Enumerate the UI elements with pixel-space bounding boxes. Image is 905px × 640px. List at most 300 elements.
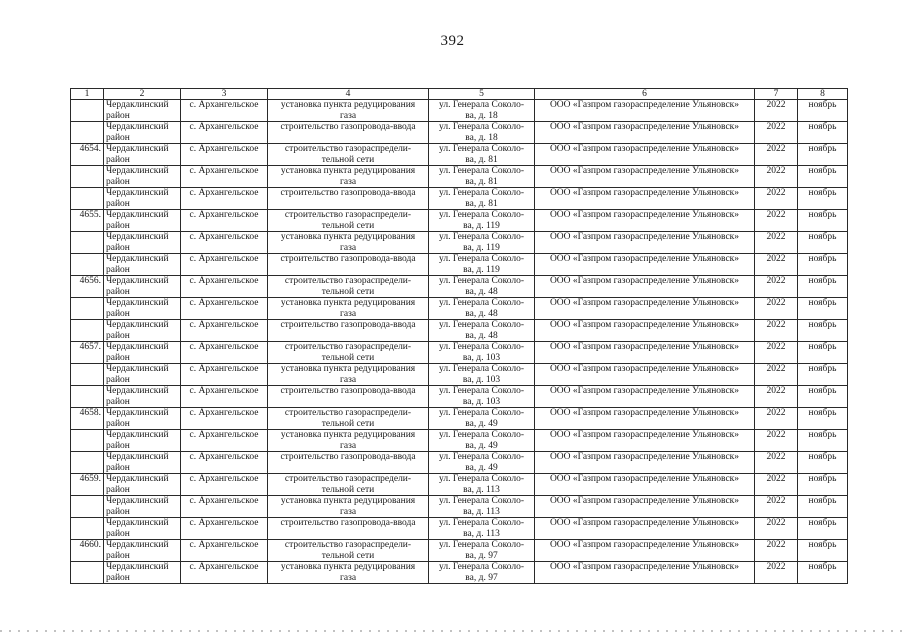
work-type-cell	[268, 562, 429, 584]
organization-cell: ООО «Газпром газораспределение Ульяновск»	[535, 276, 755, 298]
work-type-cell-line: газа	[339, 506, 357, 517]
year-cell: 2022	[755, 320, 798, 342]
organization-cell: ООО «Газпром газораспределение Ульяновск»	[535, 562, 755, 584]
address-cell	[429, 408, 535, 430]
work-type-cell-line: строительство газораспредели-	[284, 540, 412, 550]
district-cell-line: Чердаклинский	[106, 122, 169, 132]
settlement-cell: с. Архангельское	[181, 232, 268, 254]
entry-number: 4658.	[71, 408, 104, 430]
work-type-cell-line: газа	[339, 572, 357, 583]
district-cell-line: район	[106, 242, 130, 253]
address-cell-line: ва, д. 81	[465, 198, 498, 209]
address-cell	[429, 166, 535, 188]
month-cell: ноябрь	[798, 518, 848, 540]
entry-number	[71, 166, 104, 188]
settlement-cell: с. Архангельское	[181, 474, 268, 496]
district-cell-line: Чердаклинский	[106, 254, 169, 264]
settlement-cell: с. Архангельское	[181, 298, 268, 320]
district-cell	[104, 210, 181, 232]
work-type-cell-line: газа	[339, 374, 357, 385]
address-cell-line: ва, д. 49	[465, 440, 498, 451]
district-cell	[104, 562, 181, 584]
work-type-cell	[268, 386, 429, 408]
settlement-cell: с. Архангельское	[181, 100, 268, 122]
entry-number	[71, 386, 104, 408]
district-cell	[104, 342, 181, 364]
district-cell-line: район	[106, 132, 130, 143]
work-type-cell-line: тельной сети	[321, 484, 375, 495]
address-cell-line: ул. Генерала Соколо-	[439, 188, 524, 198]
table-row	[71, 408, 848, 430]
organization-cell: ООО «Газпром газораспределение Ульяновск»	[535, 474, 755, 496]
work-type-cell-line: газа	[339, 176, 357, 187]
month-cell: ноябрь	[798, 562, 848, 584]
year-cell: 2022	[755, 518, 798, 540]
table-row	[71, 474, 848, 496]
district-cell-line: район	[106, 528, 130, 539]
address-cell-line: ва, д. 18	[465, 110, 498, 121]
work-type-cell	[268, 298, 429, 320]
month-cell: ноябрь	[798, 232, 848, 254]
scan-edge-artifact	[0, 630, 905, 632]
settlement-cell: с. Архангельское	[181, 430, 268, 452]
entry-number: 4657.	[71, 342, 104, 364]
work-type-cell-line: тельной сети	[321, 418, 375, 429]
district-cell	[104, 122, 181, 144]
address-cell	[429, 144, 535, 166]
page-number: 392	[440, 33, 465, 49]
work-type-cell-line: строительство газопровода-ввода	[280, 386, 416, 396]
address-cell-line: ва, д. 119	[463, 264, 500, 275]
address-cell	[429, 298, 535, 320]
table-row	[71, 540, 848, 562]
district-cell-line: Чердаклинский	[106, 540, 169, 550]
work-type-cell	[268, 166, 429, 188]
address-cell-line: ул. Генерала Соколо-	[439, 100, 524, 110]
district-cell-line: район	[106, 176, 130, 187]
district-cell-line: Чердаклинский	[106, 452, 169, 462]
address-cell-line: ва, д. 97	[465, 572, 498, 583]
year-cell: 2022	[755, 144, 798, 166]
address-cell-line: ва, д. 119	[463, 220, 500, 231]
organization-cell: ООО «Газпром газораспределение Ульяновск»	[535, 518, 755, 540]
address-cell-line: ва, д. 119	[463, 242, 500, 253]
district-cell-line: Чердаклинский	[106, 496, 169, 506]
entry-number	[71, 364, 104, 386]
table-row	[71, 298, 848, 320]
month-cell: ноябрь	[798, 166, 848, 188]
table-row	[71, 562, 848, 584]
address-cell-line: ва, д. 49	[465, 418, 498, 429]
work-type-cell-line: газа	[339, 242, 357, 253]
district-cell-line: Чердаклинский	[106, 232, 169, 242]
work-type-cell-line: строительство газораспредели-	[284, 210, 412, 220]
address-cell-line: ул. Генерала Соколо-	[439, 496, 524, 506]
district-cell	[104, 188, 181, 210]
entry-number	[71, 430, 104, 452]
registry-body	[71, 100, 848, 584]
address-cell	[429, 364, 535, 386]
district-cell	[104, 496, 181, 518]
work-type-cell	[268, 540, 429, 562]
entry-number	[71, 122, 104, 144]
organization-cell: ООО «Газпром газораспределение Ульяновск»	[535, 430, 755, 452]
organization-cell: ООО «Газпром газораспределение Ульяновск»	[535, 342, 755, 364]
address-cell-line: ва, д. 113	[463, 528, 500, 539]
district-cell-line: Чердаклинский	[106, 342, 169, 352]
address-cell-line: ва, д. 48	[465, 286, 498, 297]
address-cell-line: ул. Генерала Соколо-	[439, 210, 524, 220]
entry-number	[71, 188, 104, 210]
table-row	[71, 188, 848, 210]
month-cell: ноябрь	[798, 122, 848, 144]
work-type-cell-line: установка пункта редуцирования	[280, 100, 416, 110]
district-cell-line: район	[106, 330, 130, 341]
entry-number: 4656.	[71, 276, 104, 298]
month-cell: ноябрь	[798, 144, 848, 166]
month-cell: ноябрь	[798, 210, 848, 232]
table-row	[71, 166, 848, 188]
address-cell-line: ва, д. 81	[465, 154, 498, 165]
work-type-cell-line: строительство газораспредели-	[284, 144, 412, 154]
district-cell	[104, 364, 181, 386]
district-cell	[104, 430, 181, 452]
work-type-cell	[268, 364, 429, 386]
district-cell	[104, 166, 181, 188]
organization-cell: ООО «Газпром газораспределение Ульяновск»	[535, 122, 755, 144]
address-cell-line: ва, д. 103	[462, 374, 501, 385]
district-cell	[104, 100, 181, 122]
work-type-cell-line: установка пункта редуцирования	[280, 430, 416, 440]
address-cell	[429, 232, 535, 254]
month-cell: ноябрь	[798, 188, 848, 210]
district-cell-line: Чердаклинский	[106, 562, 169, 572]
work-type-cell-line: тельной сети	[321, 550, 375, 561]
district-cell-line: Чердаклинский	[106, 210, 169, 220]
month-cell: ноябрь	[798, 320, 848, 342]
organization-cell: ООО «Газпром газораспределение Ульяновск»	[535, 298, 755, 320]
year-cell: 2022	[755, 276, 798, 298]
district-cell-line: район	[106, 440, 130, 451]
address-cell-line: ул. Генерала Соколо-	[439, 474, 524, 484]
district-cell	[104, 144, 181, 166]
settlement-cell: с. Архангельское	[181, 210, 268, 232]
address-cell	[429, 562, 535, 584]
work-type-cell-line: строительство газораспредели-	[284, 474, 412, 484]
district-cell-line: район	[106, 352, 130, 363]
address-cell-line: ва, д. 48	[465, 330, 498, 341]
address-cell	[429, 474, 535, 496]
year-cell: 2022	[755, 254, 798, 276]
column-header: 2	[104, 89, 181, 100]
district-cell-line: Чердаклинский	[106, 386, 169, 396]
organization-cell: ООО «Газпром газораспределение Ульяновск»	[535, 188, 755, 210]
address-cell	[429, 540, 535, 562]
district-cell	[104, 254, 181, 276]
work-type-cell-line: тельной сети	[321, 286, 375, 297]
work-type-cell-line: установка пункта редуцирования	[280, 232, 416, 242]
district-cell-line: район	[106, 286, 130, 297]
district-cell-line: район	[106, 418, 130, 429]
work-type-cell-line: строительство газораспредели-	[284, 408, 412, 418]
month-cell: ноябрь	[798, 100, 848, 122]
address-cell	[429, 430, 535, 452]
entry-number	[71, 254, 104, 276]
settlement-cell: с. Архангельское	[181, 452, 268, 474]
address-cell-line: ва, д. 113	[463, 484, 500, 495]
column-header: 4	[268, 89, 429, 100]
organization-cell: ООО «Газпром газораспределение Ульяновск»	[535, 386, 755, 408]
entry-number	[71, 298, 104, 320]
address-cell	[429, 122, 535, 144]
district-cell-line: район	[106, 154, 130, 165]
entry-number	[71, 100, 104, 122]
entry-number	[71, 518, 104, 540]
address-cell-line: ул. Генерала Соколо-	[439, 276, 524, 286]
address-cell-line: ул. Генерала Соколо-	[439, 408, 524, 418]
month-cell: ноябрь	[798, 452, 848, 474]
year-cell: 2022	[755, 562, 798, 584]
work-type-cell-line: установка пункта редуцирования	[280, 562, 416, 572]
organization-cell: ООО «Газпром газораспределение Ульяновск»	[535, 254, 755, 276]
settlement-cell: с. Архангельское	[181, 144, 268, 166]
year-cell: 2022	[755, 430, 798, 452]
settlement-cell: с. Архангельское	[181, 364, 268, 386]
table-row	[71, 254, 848, 276]
district-cell	[104, 298, 181, 320]
month-cell: ноябрь	[798, 254, 848, 276]
work-type-cell	[268, 408, 429, 430]
address-cell	[429, 452, 535, 474]
year-cell: 2022	[755, 452, 798, 474]
work-type-cell	[268, 496, 429, 518]
year-cell: 2022	[755, 386, 798, 408]
address-cell-line: ва, д. 49	[465, 462, 498, 473]
table-row	[71, 430, 848, 452]
entry-number	[71, 562, 104, 584]
work-type-cell	[268, 320, 429, 342]
district-cell-line: район	[106, 220, 130, 231]
work-type-cell	[268, 342, 429, 364]
district-cell	[104, 408, 181, 430]
month-cell: ноябрь	[798, 496, 848, 518]
address-cell	[429, 188, 535, 210]
district-cell-line: Чердаклинский	[106, 276, 169, 286]
district-cell-line: Чердаклинский	[106, 408, 169, 418]
work-type-cell-line: установка пункта редуцирования	[280, 166, 416, 176]
district-cell	[104, 320, 181, 342]
table-row	[71, 452, 848, 474]
work-type-cell-line: строительство газораспредели-	[284, 276, 412, 286]
address-cell	[429, 518, 535, 540]
settlement-cell: с. Архангельское	[181, 276, 268, 298]
district-cell-line: район	[106, 198, 130, 209]
month-cell: ноябрь	[798, 386, 848, 408]
address-cell-line: ул. Генерала Соколо-	[439, 232, 524, 242]
address-cell-line: ул. Генерала Соколо-	[439, 518, 524, 528]
work-type-cell-line: тельной сети	[321, 220, 375, 231]
column-header: 7	[755, 89, 798, 100]
address-cell-line: ва, д. 81	[465, 176, 498, 187]
address-cell-line: ва, д. 97	[465, 550, 498, 561]
address-cell-line: ва, д. 113	[463, 506, 500, 517]
year-cell: 2022	[755, 122, 798, 144]
year-cell: 2022	[755, 188, 798, 210]
work-type-cell	[268, 430, 429, 452]
organization-cell: ООО «Газпром газораспределение Ульяновск»	[535, 452, 755, 474]
entry-number	[71, 496, 104, 518]
settlement-cell: с. Архангельское	[181, 496, 268, 518]
address-cell-line: ул. Генерала Соколо-	[439, 386, 524, 396]
year-cell: 2022	[755, 298, 798, 320]
table-row	[71, 518, 848, 540]
entry-number	[71, 452, 104, 474]
settlement-cell: с. Архангельское	[181, 166, 268, 188]
entry-number: 4659.	[71, 474, 104, 496]
month-cell: ноябрь	[798, 364, 848, 386]
district-cell	[104, 232, 181, 254]
address-cell	[429, 100, 535, 122]
work-type-cell	[268, 188, 429, 210]
entry-number	[71, 320, 104, 342]
work-type-cell-line: газа	[339, 110, 357, 121]
district-cell	[104, 452, 181, 474]
work-type-cell-line: строительство газопровода-ввода	[280, 452, 416, 462]
address-cell	[429, 210, 535, 232]
address-cell-line: ул. Генерала Соколо-	[439, 320, 524, 330]
district-cell-line: район	[106, 506, 130, 517]
district-cell-line: Чердаклинский	[106, 144, 169, 154]
entry-number: 4655.	[71, 210, 104, 232]
district-cell-line: Чердаклинский	[106, 100, 169, 110]
district-cell-line: район	[106, 462, 130, 473]
table-row	[71, 100, 848, 122]
work-type-cell-line: тельной сети	[321, 352, 375, 363]
address-cell-line: ул. Генерала Соколо-	[439, 122, 524, 132]
district-cell-line: район	[106, 264, 130, 275]
year-cell: 2022	[755, 474, 798, 496]
month-cell: ноябрь	[798, 540, 848, 562]
year-cell: 2022	[755, 496, 798, 518]
work-type-cell	[268, 144, 429, 166]
settlement-cell: с. Архангельское	[181, 540, 268, 562]
district-cell-line: район	[106, 550, 130, 561]
work-type-cell-line: строительство газопровода-ввода	[280, 254, 416, 264]
work-type-cell-line: установка пункта редуцирования	[280, 298, 416, 308]
address-cell-line: ул. Генерала Соколо-	[439, 342, 524, 352]
address-cell-line: ул. Генерала Соколо-	[439, 430, 524, 440]
column-header: 1	[71, 89, 104, 100]
settlement-cell: с. Архангельское	[181, 188, 268, 210]
address-cell-line: ва, д. 48	[465, 308, 498, 319]
table-row	[71, 386, 848, 408]
settlement-cell: с. Архангельское	[181, 122, 268, 144]
work-type-cell-line: установка пункта редуцирования	[280, 496, 416, 506]
table-row	[71, 232, 848, 254]
address-cell-line: ул. Генерала Соколо-	[439, 254, 524, 264]
organization-cell: ООО «Газпром газораспределение Ульяновск»	[535, 100, 755, 122]
district-cell-line: Чердаклинский	[106, 474, 169, 484]
settlement-cell: с. Архангельское	[181, 562, 268, 584]
settlement-cell: с. Архангельское	[181, 320, 268, 342]
column-header: 6	[535, 89, 755, 100]
table-row	[71, 210, 848, 232]
district-cell-line: район	[106, 374, 130, 385]
organization-cell: ООО «Газпром газораспределение Ульяновск»	[535, 496, 755, 518]
address-cell-line: ул. Генерала Соколо-	[439, 562, 524, 572]
table-row	[71, 364, 848, 386]
work-type-cell-line: установка пункта редуцирования	[280, 364, 416, 374]
organization-cell: ООО «Газпром газораспределение Ульяновск»	[535, 210, 755, 232]
month-cell: ноябрь	[798, 474, 848, 496]
district-cell	[104, 276, 181, 298]
organization-cell: ООО «Газпром газораспределение Ульяновск»	[535, 364, 755, 386]
work-type-cell-line: строительство газопровода-ввода	[280, 122, 416, 132]
year-cell: 2022	[755, 342, 798, 364]
district-cell-line: Чердаклинский	[106, 166, 169, 176]
year-cell: 2022	[755, 232, 798, 254]
work-type-cell	[268, 100, 429, 122]
month-cell: ноябрь	[798, 342, 848, 364]
address-cell-line: ва, д. 103	[462, 396, 501, 407]
entry-number: 4654.	[71, 144, 104, 166]
district-cell-line: район	[106, 572, 130, 583]
address-cell	[429, 342, 535, 364]
district-cell-line: район	[106, 396, 130, 407]
address-cell	[429, 320, 535, 342]
settlement-cell: с. Архангельское	[181, 254, 268, 276]
work-type-cell-line: строительство газопровода-ввода	[280, 320, 416, 330]
address-cell-line: ва, д. 103	[462, 352, 501, 363]
registry-table	[70, 88, 848, 584]
work-type-cell-line: строительство газораспредели-	[284, 342, 412, 352]
work-type-cell-line: тельной сети	[321, 154, 375, 165]
organization-cell: ООО «Газпром газораспределение Ульяновск»	[535, 144, 755, 166]
organization-cell: ООО «Газпром газораспределение Ульяновск»	[535, 166, 755, 188]
work-type-cell	[268, 210, 429, 232]
address-cell	[429, 254, 535, 276]
work-type-cell-line: строительство газопровода-ввода	[280, 518, 416, 528]
year-cell: 2022	[755, 364, 798, 386]
year-cell: 2022	[755, 210, 798, 232]
district-cell	[104, 386, 181, 408]
address-cell-line: ул. Генерала Соколо-	[439, 166, 524, 176]
organization-cell: ООО «Газпром газораспределение Ульяновск»	[535, 232, 755, 254]
address-cell-line: ул. Генерала Соколо-	[439, 298, 524, 308]
district-cell-line: Чердаклинский	[106, 320, 169, 330]
district-cell-line: район	[106, 110, 130, 121]
settlement-cell: с. Архангельское	[181, 408, 268, 430]
district-cell	[104, 474, 181, 496]
month-cell: ноябрь	[798, 298, 848, 320]
year-cell: 2022	[755, 100, 798, 122]
year-cell: 2022	[755, 166, 798, 188]
table-row	[71, 122, 848, 144]
settlement-cell: с. Архангельское	[181, 386, 268, 408]
year-cell: 2022	[755, 540, 798, 562]
column-header: 8	[798, 89, 848, 100]
district-cell	[104, 518, 181, 540]
district-cell-line: район	[106, 484, 130, 495]
district-cell-line: Чердаклинский	[106, 188, 169, 198]
address-cell-line: ул. Генерала Соколо-	[439, 144, 524, 154]
work-type-cell-line: газа	[339, 440, 357, 451]
district-cell	[104, 540, 181, 562]
table-row	[71, 144, 848, 166]
organization-cell: ООО «Газпром газораспределение Ульяновск»	[535, 540, 755, 562]
entry-number	[71, 232, 104, 254]
month-cell: ноябрь	[798, 430, 848, 452]
